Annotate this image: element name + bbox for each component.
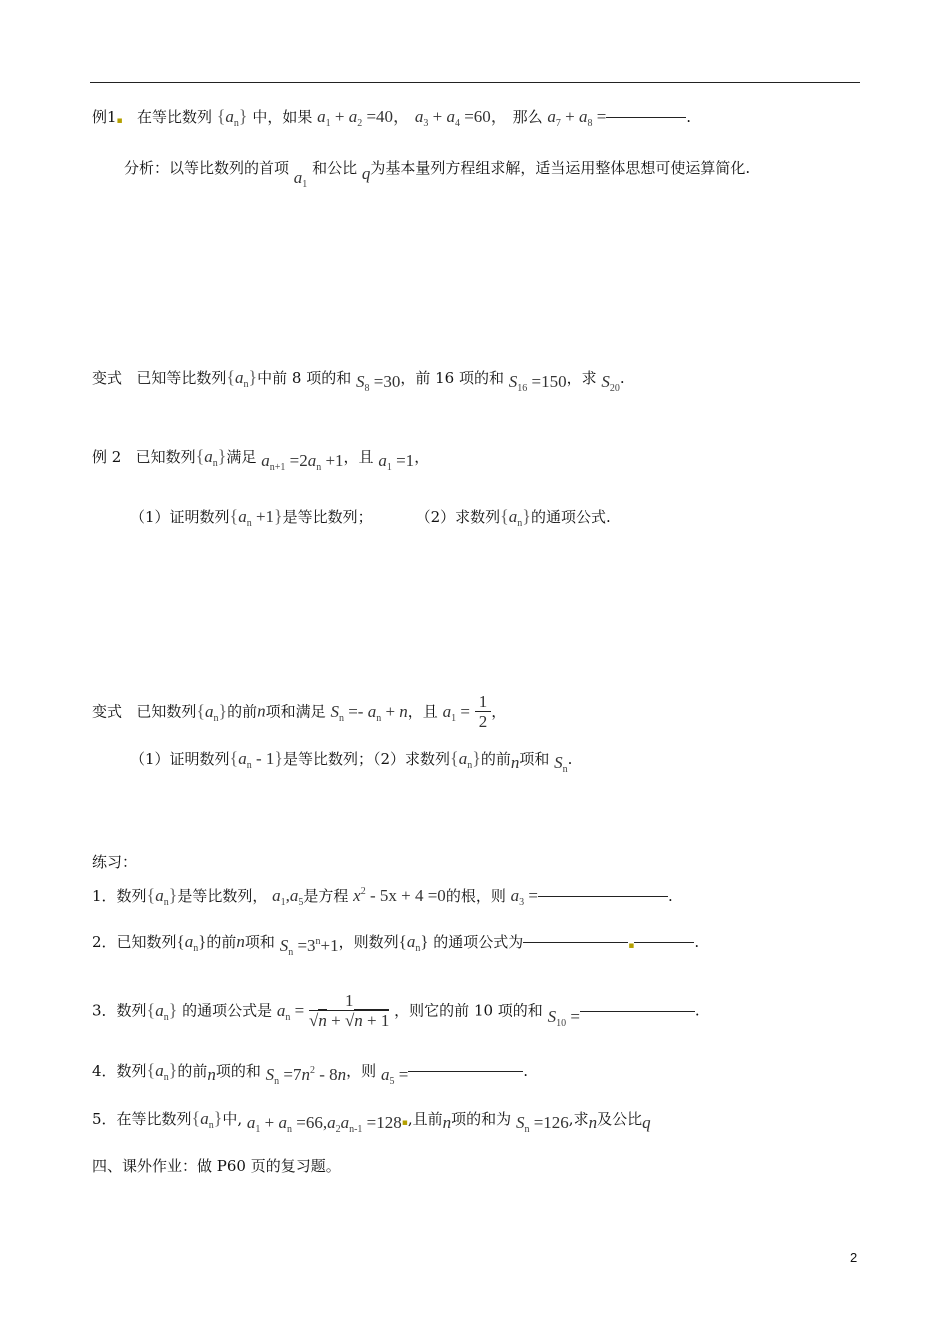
practice-2: 2．已知数列$\{a_n\}$的前n项和 $S_n =3^n+1$，则数列$\{a_n\}$ 的通项公式为 ▪ . — [92, 932, 700, 958]
homework: 四、课外作业：做 P60 页的复习题。 — [92, 1157, 341, 1175]
practice-5: 5．在等比数列$\{a_n\}$中, $a_1 + a_n =66,a_2a_{n-1}$ =128▪,且前n项的和为 $S_n =126$,求n及公比q — [92, 1108, 651, 1135]
practice-1: 1．数列$\{a_n\}$是等比数列， $a_1,a_5$是方程 $x^2 - 5x + 4 =0$的根，则 $a_3$ = . — [92, 885, 673, 908]
example-1: 例1▪ 在等比数列 $\{a_n\}$ 中，如果 $a_1 + a_2 =40$， $a_3 + a_4 =60$， 那么 $a_7 + a_8$ = . — [92, 106, 692, 129]
example-2-questions: （1）证明数列$\{a_n +1\}$是等比数列； （2）求数列$\{a_n\}$的通项公式. — [130, 506, 611, 529]
practice-heading: 练习： — [92, 853, 138, 871]
practice-3: 3．数列$\{a_n\}$ 的通项公式是 $a_n$ = $\frac{1}{√n + √n + 1}$ ，则它的前 10 项的和 $S_{10}$ = . — [92, 991, 700, 1030]
header-rule — [90, 82, 860, 83]
variant-1: 变式 已知等比数列$\{a_n\}$中前 8 项的和 $S_8 =30$，前 16 项的和 $S_{16} =150$，求 $S_{20}$. — [92, 367, 625, 394]
example-2: 例 2 已知数列$\{a_n\}$满足 $a_{n+1} =2a_n +1$，且 $a_1 =1$， — [92, 446, 430, 473]
practice-4: 4．数列$\{a_n\}$的前n项的和 $S_n =7n^2 - 8n$，则 $a_5$ = . — [92, 1060, 529, 1087]
variant-2-questions: （1）证明数列$\{a_n - 1\}$是等比数列；（2）求数列$\{a_n\}$的前n项和 $S_n$. — [130, 748, 573, 775]
example-1-analysis: 分析：以等比数列的首项 $a_1$ 和公比 q为基本量列方程组求解，适当运用整体思想可使运算简化. — [124, 159, 751, 190]
variant-2: 变式 已知数列$\{a_n\}$的前n项和满足 $S_n =- a_n + n$，且 $a_1$ = $\frac{1}{2}$ ， — [92, 692, 507, 731]
page-number: 2 — [850, 1250, 858, 1265]
